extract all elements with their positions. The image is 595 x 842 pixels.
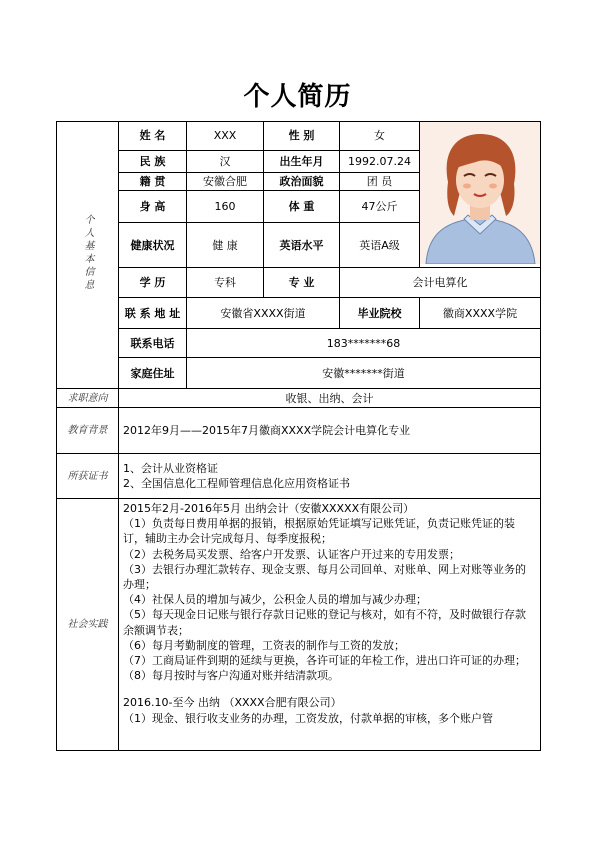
- phone-value: 183*******68: [187, 329, 541, 358]
- practice-line: （1）现金、银行收支业务的办理，工资发放，付款单据的审核，多个账户管: [123, 711, 493, 725]
- practice-line: （7）工商局证件到期的延续与更换，各许可证的年检工作，进出口许可证的办理；: [123, 654, 526, 668]
- intention-value: 收银、出纳、会计: [119, 389, 541, 408]
- practice-line: 2015年2月-2016年5月 出纳会计（安徽XXXXX有限公司）: [123, 502, 415, 515]
- practice-line: （5）每天现金日记账与银行存款日记账的登记与核对，如有不符，及时做银行存款余额调节表；: [123, 608, 526, 637]
- english-value: 英语A级: [340, 223, 420, 268]
- home-address-value: 安徽*******街道: [187, 358, 541, 389]
- practice-line: （1）负责每日费用单据的报销，根据原始凭证填写记账凭证，负责记账凭证的装订，辅助主办会计完成每月、每季度报税；: [123, 517, 515, 546]
- address-value: 安徽省XXXX街道: [187, 298, 340, 329]
- certificates-label: 所获证书: [57, 454, 119, 499]
- right-cheek: [489, 184, 497, 189]
- profile-photo: [420, 122, 541, 268]
- birth-value: 1992.07.24: [340, 150, 420, 172]
- left-cheek: [463, 184, 471, 189]
- political-value: 团 员: [340, 172, 420, 191]
- certificate-item: 1、会计从业资格证: [123, 462, 218, 475]
- practice-line: （3）去银行办理汇款转存、现金支票、每月公司回单、对账单、网上对账等业务的办理；: [123, 562, 526, 592]
- practice-label: 社会实践: [57, 499, 119, 751]
- practice-line: 2016.10-至今 出纳 （XXXX合肥有限公司）: [123, 696, 342, 710]
- health-value: 健 康: [187, 223, 264, 268]
- major-value: 会计电算化: [340, 268, 541, 298]
- phone-label: 联系电话: [119, 329, 187, 358]
- ethnicity-label: 民 族: [119, 150, 187, 172]
- intention-label: 求职意向: [57, 389, 119, 408]
- height-value: 160: [187, 191, 264, 223]
- basic-info-label-text: 个人基本信息: [82, 214, 93, 292]
- practice-line: （2）去税务局买发票、给客户开发票、认证客户开过来的专用发票；: [123, 547, 460, 561]
- practice-line: （6）每月考勤制度的管理，工资表的制作与工资的发放；: [123, 638, 405, 652]
- education-bg-value: 2012年9月——2015年7月徽商XXXX学院会计电算化专业: [119, 408, 541, 454]
- english-label: 英语水平: [264, 223, 340, 268]
- school-label: 毕业院校: [340, 298, 420, 329]
- origin-label: 籍 贯: [119, 172, 187, 191]
- practice-content: [119, 499, 541, 751]
- certificates-list: [119, 454, 541, 499]
- name-label: 姓 名: [119, 122, 187, 151]
- height-label: 身 高: [119, 191, 187, 223]
- major-label: 专 业: [264, 268, 340, 298]
- education-level-label: 学 历: [119, 268, 187, 298]
- political-label: 政治面貌: [264, 172, 340, 191]
- origin-value: 安徽合肥: [187, 172, 264, 191]
- avatar-illustration: [420, 122, 541, 264]
- gender-value: 女: [340, 122, 420, 151]
- ethnicity-value: 汉: [187, 150, 264, 172]
- gender-label: 性 别: [264, 122, 340, 151]
- birth-label: 出生年月: [264, 150, 340, 172]
- practice-spacer: [123, 683, 536, 695]
- resume-table: [56, 121, 541, 751]
- health-label: 健康状况: [119, 223, 187, 268]
- address-label: 联 系 地 址: [119, 298, 187, 329]
- practice-line: （8）每月按时与客户沟通对账并结清款项。: [123, 669, 339, 683]
- practice-line: （4）社保人员的增加与减少，公积金人员的增加与减少办理；: [123, 593, 427, 607]
- certificate-item: 2、全国信息化工程师管理信息化应用资格证书: [123, 477, 350, 490]
- resume-title: 个人简历: [243, 82, 352, 112]
- weight-label: 体 重: [264, 191, 340, 223]
- weight-value: 47公斤: [340, 191, 420, 223]
- home-address-label: 家庭住址: [119, 358, 187, 389]
- school-value: 徽商XXXX学院: [420, 298, 541, 329]
- name-value: XXX: [187, 122, 264, 151]
- education-level-value: 专科: [187, 268, 264, 298]
- education-bg-label: 教育背景: [57, 408, 119, 454]
- basic-info-section-label: [57, 122, 119, 389]
